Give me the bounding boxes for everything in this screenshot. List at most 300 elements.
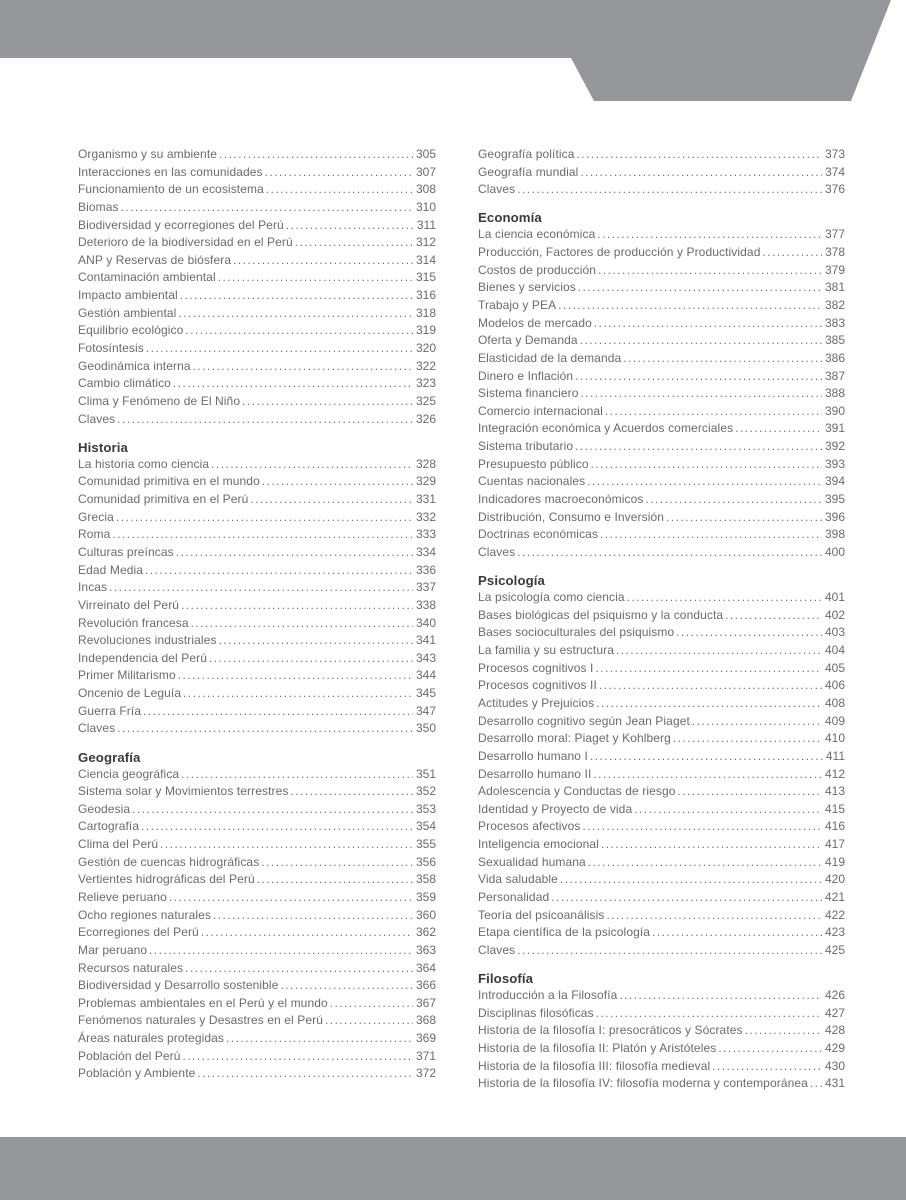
toc-entry-page: 428	[824, 1023, 845, 1038]
toc-entry-page: 386	[824, 350, 845, 365]
dot-leader	[600, 527, 822, 541]
toc-entry-page: 311	[416, 217, 436, 232]
toc-entry-title: Disciplinas filosóficas	[478, 1005, 594, 1020]
toc-entry[interactable]	[78, 872, 436, 890]
toc-entry[interactable]	[478, 316, 845, 334]
dot-leader	[262, 474, 413, 488]
toc-entry[interactable]	[478, 1023, 845, 1041]
toc-entry[interactable]	[478, 263, 845, 281]
toc-entry[interactable]	[478, 510, 845, 528]
toc-entry[interactable]	[478, 678, 845, 696]
toc-entry[interactable]	[478, 590, 845, 608]
toc-entry-title: Equilibrio ecológico	[78, 323, 184, 338]
dot-leader	[673, 731, 822, 745]
dot-leader	[143, 704, 413, 718]
toc-entry-title: Guerra Fría	[78, 703, 142, 718]
toc-entry-page: 314	[415, 252, 436, 267]
toc-entry-title: Ecorregiones del Perú	[78, 925, 199, 940]
dot-leader	[575, 369, 822, 383]
header-banner-shape	[0, 0, 906, 110]
toc-entry-title: Incas	[78, 580, 108, 595]
toc-entry[interactable]	[478, 439, 845, 457]
toc-entry[interactable]	[78, 376, 436, 394]
dot-leader	[193, 359, 413, 373]
toc-entry-title: Culturas preíncas	[78, 544, 174, 559]
dot-leader	[627, 590, 822, 604]
toc-entry[interactable]	[78, 996, 436, 1014]
dot-leader	[645, 492, 822, 506]
toc-entry-title: Integración económica y Acuerdos comerciales	[478, 421, 734, 436]
toc-entry-title: Claves	[78, 721, 116, 736]
toc-entry-title: Cuentas nacionales	[478, 474, 586, 489]
toc-entry-title: Procesos afectivos	[478, 819, 581, 834]
dot-leader	[594, 316, 822, 330]
toc-entry[interactable]	[478, 474, 845, 492]
toc-entry[interactable]	[78, 253, 436, 271]
toc-entry[interactable]	[478, 837, 845, 855]
toc-entry[interactable]	[78, 510, 436, 528]
toc-entry-title: Sistema tributario	[478, 439, 574, 454]
toc-entry-page: 403	[824, 625, 845, 640]
toc-entry-title: Recursos naturales	[78, 960, 184, 975]
toc-entry[interactable]	[78, 943, 436, 961]
toc-entry-page: 316	[415, 288, 436, 303]
dot-leader	[280, 978, 413, 992]
toc-entry[interactable]	[78, 545, 436, 563]
dot-leader	[169, 890, 413, 904]
toc-entry-page: 318	[415, 305, 436, 320]
toc-entry[interactable]	[78, 1066, 436, 1084]
toc-entry-page: 358	[415, 872, 436, 887]
dot-leader	[580, 333, 822, 347]
toc-entry-title: Contaminación ambiental	[78, 270, 216, 285]
toc-entry[interactable]	[478, 421, 845, 439]
toc-entry-page: 362	[415, 925, 436, 940]
toc-entry-page: 356	[415, 854, 436, 869]
dot-leader	[181, 767, 413, 781]
dot-leader	[242, 394, 413, 408]
toc-entry-title: Edad Media	[78, 562, 144, 577]
dot-leader	[219, 633, 413, 647]
toc-entry-page: 359	[415, 889, 436, 904]
toc-entry[interactable]	[78, 359, 436, 377]
toc-entry-title: Geodesia	[78, 801, 131, 816]
toc-entry-page: 340	[415, 615, 436, 630]
toc-entry-title: Gestión de cuencas hidrográficas	[78, 854, 260, 869]
toc-entry-page: 376	[824, 182, 845, 197]
dot-leader	[678, 784, 822, 798]
toc-entry[interactable]	[78, 890, 436, 908]
toc-entry[interactable]	[478, 731, 845, 749]
toc-entry-title: Dinero e Inflación	[478, 368, 574, 383]
toc-entry[interactable]	[78, 651, 436, 669]
toc-entry-page: 373	[824, 147, 845, 161]
toc-entry-title: Gestión ambiental	[78, 305, 177, 320]
toc-entry-title: Indicadores macroeconómicos	[478, 492, 644, 507]
toc-entry-title: Desarrollo humano I	[478, 748, 588, 763]
toc-entry[interactable]	[478, 227, 845, 245]
toc-entry-title: Trabajo y PEA	[478, 297, 557, 312]
toc-entry-title: Ciencia geográfica	[78, 766, 180, 781]
dot-leader	[291, 784, 413, 798]
toc-entry-title: Independencia del Perú	[78, 650, 207, 665]
toc-entry[interactable]	[478, 298, 845, 316]
toc-entry[interactable]	[78, 925, 436, 943]
toc-entry-page: 402	[824, 607, 845, 622]
toc-entry[interactable]	[478, 943, 845, 961]
dot-leader	[606, 908, 822, 922]
dot-leader	[117, 412, 413, 426]
dot-leader	[578, 280, 822, 294]
dot-leader	[623, 351, 822, 365]
dot-leader	[551, 890, 822, 904]
toc-entry[interactable]	[478, 784, 845, 802]
dot-leader	[176, 545, 413, 559]
toc-entry-page: 419	[824, 854, 845, 869]
toc-entry[interactable]	[78, 165, 436, 183]
dot-leader	[590, 749, 823, 763]
toc-entry[interactable]	[78, 147, 436, 165]
toc-entry-page: 312	[415, 235, 436, 250]
toc-entry-page: 325	[415, 393, 436, 408]
dot-leader	[145, 563, 413, 577]
dot-leader	[173, 376, 413, 390]
toc-entry-title: Organismo y su ambiente	[78, 147, 218, 161]
toc-entry[interactable]	[78, 668, 436, 686]
toc-entry-title: Desarrollo moral: Piaget y Kohlberg	[478, 731, 671, 746]
toc-entry[interactable]	[78, 1049, 436, 1067]
toc-entry[interactable]	[478, 767, 845, 785]
toc-entry[interactable]	[78, 323, 436, 341]
toc-entry-title: ANP y Reservas de biósfera	[78, 252, 232, 267]
toc-entry[interactable]	[78, 341, 436, 359]
toc-entry[interactable]	[78, 527, 436, 545]
dot-leader	[588, 855, 822, 869]
toc-entry-title: La psicología como ciencia	[478, 590, 625, 605]
toc-entry[interactable]	[478, 908, 845, 926]
toc-entry[interactable]	[478, 714, 845, 732]
toc-entry-page: 423	[824, 925, 845, 940]
toc-entry[interactable]	[78, 721, 436, 739]
toc-entry-title: Producción, Factores de producción y Productividad	[478, 245, 761, 260]
toc-entry-title: Modelos de mercado	[478, 315, 592, 330]
toc-entry-title: Sexualidad humana	[478, 854, 586, 869]
dot-leader	[580, 165, 822, 179]
toc-entry-page: 381	[824, 280, 845, 295]
toc-entry-title: Biodiversidad y ecorregiones del Perú	[78, 217, 284, 232]
toc-entry-page: 354	[415, 819, 436, 834]
toc-entry-page: 387	[824, 368, 845, 383]
toc-entry-title: La familia y su estructura	[478, 643, 614, 658]
toc-content	[78, 147, 845, 1094]
toc-entry[interactable]	[478, 182, 845, 200]
toc-entry-page: 344	[415, 668, 436, 683]
toc-entry-title: Grecia	[78, 509, 114, 524]
toc-entry-title: Interacciones en las comunidades	[78, 164, 263, 179]
dot-leader	[718, 1041, 822, 1055]
toc-entry-page: 392	[824, 439, 845, 454]
toc-entry-title: Bienes y servicios	[478, 280, 576, 295]
toc-entry-page: 328	[415, 456, 436, 471]
toc-entry[interactable]	[478, 369, 845, 387]
toc-entry[interactable]	[478, 404, 845, 422]
toc-entry-page: 334	[415, 544, 436, 559]
toc-entry-title: Cambio climático	[78, 376, 171, 391]
dot-leader	[597, 227, 822, 241]
toc-entry-title: Procesos cognitivos II	[478, 678, 597, 693]
toc-entry[interactable]	[78, 961, 436, 979]
toc-entry[interactable]	[478, 351, 845, 369]
dot-leader	[185, 961, 413, 975]
toc-entry-title: Historia de la filosofía II: Platón y Aristóteles	[478, 1040, 717, 1055]
toc-entry[interactable]	[478, 819, 845, 837]
toc-entry[interactable]	[478, 802, 845, 820]
toc-entry-page: 319	[415, 323, 436, 338]
dot-leader	[593, 767, 822, 781]
section-header: Economía	[478, 210, 542, 226]
toc-entry-title: Mar peruano	[78, 942, 148, 957]
toc-entry-page: 368	[415, 1013, 436, 1028]
dot-leader	[185, 323, 413, 337]
toc-entry-page: 341	[415, 633, 436, 648]
dot-leader	[517, 182, 822, 196]
toc-entry-title: Historia de la filosofía IV: filosofía moderna y contemporánea	[478, 1076, 808, 1091]
section-header: Filosofía	[478, 971, 534, 987]
toc-entry[interactable]	[478, 280, 845, 298]
toc-entry-page: 371	[415, 1048, 436, 1063]
toc-entry[interactable]	[478, 165, 845, 183]
toc-entry[interactable]	[78, 819, 436, 837]
toc-entry[interactable]	[78, 908, 436, 926]
dot-leader	[616, 643, 822, 657]
dot-leader	[601, 837, 822, 851]
toc-entry[interactable]	[78, 457, 436, 475]
toc-entry-title: Procesos cognitivos I	[478, 660, 594, 675]
toc-entry[interactable]	[78, 704, 436, 722]
toc-entry[interactable]	[478, 872, 845, 890]
toc-entry-page: 345	[415, 686, 436, 701]
toc-entry-title: La historia como ciencia	[78, 456, 210, 471]
toc-entry[interactable]	[78, 580, 436, 598]
toc-entry-page: 412	[824, 766, 845, 781]
toc-entry-title: Costos de producción	[478, 262, 597, 277]
dot-leader	[325, 1013, 413, 1027]
toc-entry-page: 307	[415, 164, 436, 179]
toc-entry-page: 310	[415, 199, 436, 214]
dot-leader	[598, 263, 822, 277]
toc-entry[interactable]	[78, 616, 436, 634]
toc-entry-page: 305	[415, 147, 436, 161]
toc-entry-title: Cartografía	[78, 819, 140, 834]
toc-entry[interactable]	[78, 1031, 436, 1049]
toc-entry-page: 383	[824, 315, 845, 330]
toc-entry-page: 422	[824, 907, 845, 922]
dot-leader	[197, 1066, 413, 1080]
toc-entry[interactable]	[478, 890, 845, 908]
toc-entry[interactable]	[478, 245, 845, 263]
toc-entry-page: 390	[824, 403, 845, 418]
toc-entry[interactable]	[478, 147, 845, 165]
dot-leader	[560, 872, 822, 886]
toc-entry-title: Personalidad	[478, 889, 550, 904]
toc-entry[interactable]	[478, 386, 845, 404]
toc-entry-title: Clima del Perú	[78, 837, 159, 852]
toc-entry[interactable]	[78, 394, 436, 412]
dot-leader	[233, 253, 413, 267]
dot-leader	[201, 925, 413, 939]
toc-entry-page: 378	[824, 245, 845, 260]
toc-entry[interactable]	[478, 545, 845, 563]
dot-leader	[160, 837, 413, 851]
toc-entry[interactable]	[78, 837, 436, 855]
toc-entry-title: Comercio internacional	[478, 403, 603, 418]
dot-leader	[712, 1059, 822, 1073]
dot-leader	[178, 668, 413, 682]
toc-entry[interactable]	[78, 855, 436, 873]
dot-leader	[599, 678, 822, 692]
toc-entry[interactable]	[478, 661, 845, 679]
dot-leader	[181, 598, 413, 612]
toc-entry-page: 430	[824, 1058, 845, 1073]
toc-entry-page: 411	[825, 748, 845, 763]
toc-entry-title: Introducción a la Filosofía	[478, 988, 618, 1003]
toc-entry-title: Geografía mundial	[478, 164, 579, 179]
dot-leader	[666, 510, 822, 524]
toc-entry-page: 351	[415, 766, 436, 781]
toc-entry-page: 388	[824, 386, 845, 401]
toc-entry-page: 350	[415, 721, 436, 736]
toc-entry[interactable]	[78, 1013, 436, 1031]
toc-entry[interactable]	[478, 925, 845, 943]
dot-leader	[517, 943, 822, 957]
toc-entry[interactable]	[478, 527, 845, 545]
toc-entry[interactable]	[78, 218, 436, 236]
toc-entry[interactable]	[78, 474, 436, 492]
toc-entry-page: 385	[824, 333, 845, 348]
toc-entry[interactable]	[478, 1076, 845, 1094]
toc-entry-page: 364	[415, 960, 436, 975]
toc-entry-title: Doctrinas económicas	[478, 527, 599, 542]
dot-leader	[581, 386, 822, 400]
toc-entry-title: Teoría del psicoanálisis	[478, 907, 605, 922]
toc-entry[interactable]	[478, 1059, 845, 1077]
dot-leader	[619, 988, 822, 1002]
toc-entry-page: 410	[824, 731, 845, 746]
toc-entry[interactable]	[478, 1041, 845, 1059]
toc-entry[interactable]	[78, 802, 436, 820]
toc-entry[interactable]	[478, 696, 845, 714]
toc-entry[interactable]	[78, 412, 436, 430]
dot-leader	[218, 270, 413, 284]
dot-leader	[676, 625, 822, 639]
toc-entry[interactable]	[478, 625, 845, 643]
toc-entry-title: Geografía política	[478, 147, 575, 161]
dot-leader	[652, 925, 822, 939]
toc-entry-title: Biomas	[78, 199, 119, 214]
dot-leader	[257, 872, 413, 886]
toc-entry[interactable]	[78, 784, 436, 802]
toc-entry-page: 395	[824, 492, 845, 507]
dot-leader	[265, 165, 413, 179]
toc-entry-title: Identidad y Proyecto de vida	[478, 801, 633, 816]
toc-entry-page: 413	[824, 784, 845, 799]
toc-entry-page: 429	[824, 1040, 845, 1055]
toc-entry[interactable]	[78, 200, 436, 218]
toc-entry[interactable]	[78, 633, 436, 651]
toc-entry-title: Impacto ambiental	[78, 288, 178, 303]
toc-entry-page: 409	[824, 713, 845, 728]
toc-entry[interactable]	[478, 1006, 845, 1024]
toc-entry[interactable]	[78, 563, 436, 581]
toc-entry-title: Sistema financiero	[478, 386, 579, 401]
dot-leader	[692, 714, 822, 728]
toc-entry-page: 315	[415, 270, 436, 285]
toc-entry-page: 353	[415, 801, 436, 816]
toc-entry[interactable]	[478, 988, 845, 1006]
dot-leader	[191, 616, 413, 630]
toc-entry-title: Población y Ambiente	[78, 1066, 196, 1081]
toc-entry-title: Revolución francesa	[78, 615, 189, 630]
toc-entry-page: 329	[415, 474, 436, 489]
toc-entry-page: 320	[415, 341, 436, 356]
toc-entry[interactable]	[78, 978, 436, 996]
dot-leader	[209, 651, 413, 665]
section-header: Psicología	[478, 573, 545, 589]
toc-entry-title: Bases biológicas del psiquismo y la conducta	[478, 607, 724, 622]
toc-entry[interactable]	[78, 270, 436, 288]
toc-entry[interactable]	[78, 288, 436, 306]
toc-entry-page: 331	[415, 492, 436, 507]
toc-entry-title: Vida saludable	[478, 872, 558, 887]
toc-entry[interactable]	[478, 492, 845, 510]
toc-entry[interactable]	[478, 855, 845, 873]
toc-entry-page: 417	[824, 837, 845, 852]
toc-entry-page: 336	[415, 562, 436, 577]
toc-entry[interactable]	[478, 749, 845, 767]
dot-leader	[250, 492, 413, 506]
toc-entry-page: 394	[824, 474, 845, 489]
toc-entry-title: Claves	[478, 182, 516, 197]
toc-entry[interactable]	[478, 333, 845, 351]
dot-leader	[226, 1031, 413, 1045]
dot-leader	[577, 147, 822, 161]
dot-leader	[596, 1006, 822, 1020]
dot-leader	[745, 1023, 822, 1037]
dot-leader	[141, 819, 413, 833]
dot-leader	[132, 802, 413, 816]
toc-entry-title: Inteligencia emocional	[478, 837, 599, 852]
toc-entry[interactable]	[478, 457, 845, 475]
toc-entry-title: Comunidad primitiva en el mundo	[78, 474, 260, 489]
toc-entry[interactable]	[478, 643, 845, 661]
toc-entry[interactable]	[78, 306, 436, 324]
toc-entry-page: 332	[415, 509, 436, 524]
toc-entry[interactable]	[78, 686, 436, 704]
toc-entry-title: Funcionamiento de un ecosistema	[78, 182, 264, 197]
toc-entry[interactable]	[478, 608, 845, 626]
toc-entry[interactable]	[78, 492, 436, 510]
toc-entry-title: Comunidad primitiva en el Perú	[78, 492, 249, 507]
toc-entry[interactable]	[78, 598, 436, 616]
toc-entry-page: 337	[415, 580, 436, 595]
toc-entry[interactable]	[78, 235, 436, 253]
toc-entry[interactable]	[78, 767, 436, 785]
toc-column-left	[78, 147, 436, 1094]
toc-entry-title: Actitudes y Prejuicios	[478, 695, 595, 710]
toc-entry[interactable]	[78, 182, 436, 200]
toc-entry-page: 333	[415, 527, 436, 542]
dot-leader	[330, 996, 413, 1010]
